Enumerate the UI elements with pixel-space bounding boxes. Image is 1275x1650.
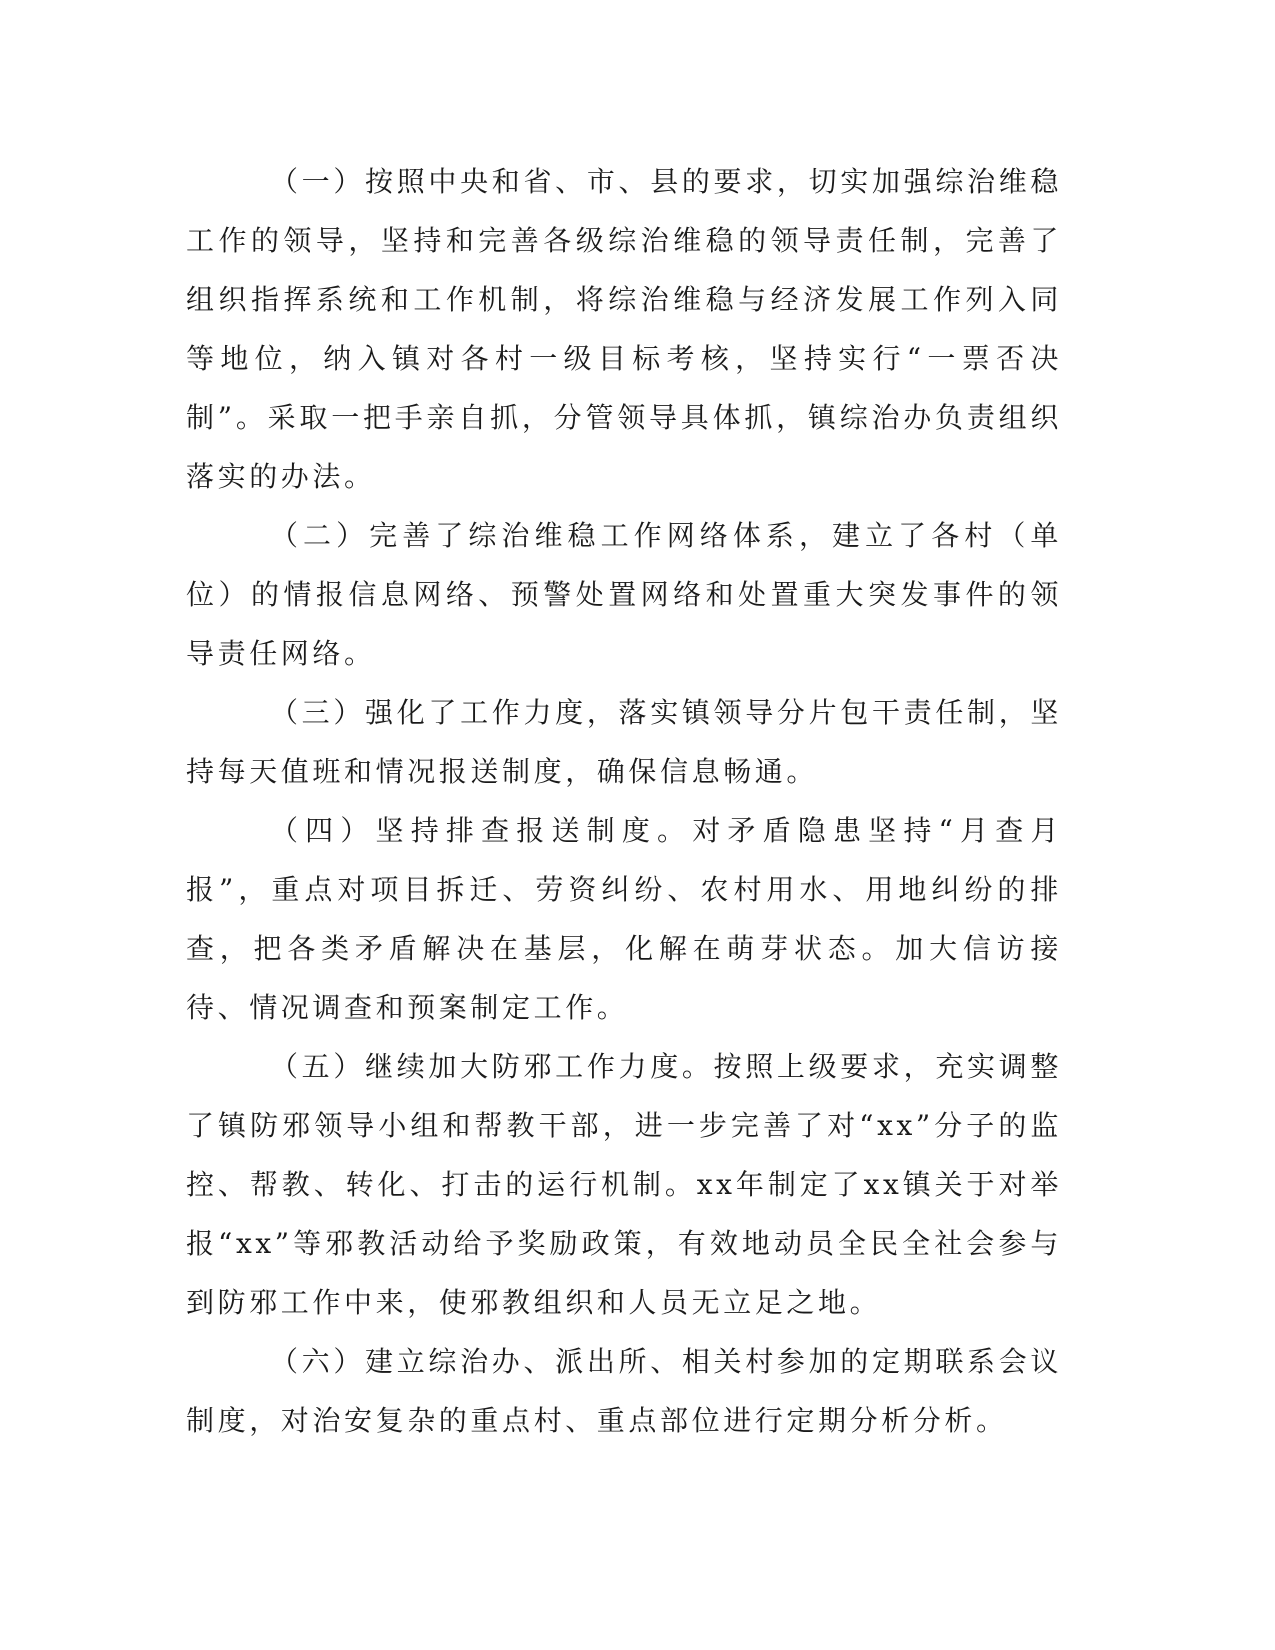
paragraph-1: （一）按照中央和省、市、县的要求，切实加强综治维稳工作的领导，坚持和完善各级综治维稳的领导责任制，完善了组织指挥系统和工作机制，将综治维稳与经济发展工作列入同等地位，纳入镇对各村一级目标考核，坚持实行“一票否决制”。采取一把手亲自抓，分管领导具体抓，镇综治办负责组织落实的办法。 — [186, 165, 1062, 493]
paragraph-4: （四）坚持排查报送制度。对矛盾隐患坚持“月查月报”，重点对项目拆迁、劳资纠纷、农村用水、用地纠纷的排查，把各类矛盾解决在基层，化解在萌芽状态。加大信访接待、情况调查和预案制定工作。 — [186, 814, 1062, 1024]
paragraph-2: （二）完善了综治维稳工作网络体系，建立了各村（单位）的情报信息网络、预警处置网络和处置重大突发事件的领导责任网络。 — [186, 519, 1062, 670]
paragraph-6: （六）建立综治办、派出所、相关村参加的定期联系会议制度，对治安复杂的重点村、重点部位进行定期分析分析。 — [186, 1345, 1062, 1437]
document-body — [186, 152, 1062, 1450]
paragraph-3: （三）强化了工作力度，落实镇领导分片包干责任制，坚持每天值班和情况报送制度，确保信息畅通。 — [186, 696, 1062, 788]
paragraph-5: （五）继续加大防邪工作力度。按照上级要求，充实调整了镇防邪领导小组和帮教干部，进一步完善了对“xx”分子的监控、帮教、转化、打击的运行机制。xx年制定了xx镇关于对举报“xx”等邪教活动给予奖励政策，有效地动员全民全社会参与到防邪工作中来，使邪教组织和人员无立足之地。 — [186, 1050, 1062, 1319]
